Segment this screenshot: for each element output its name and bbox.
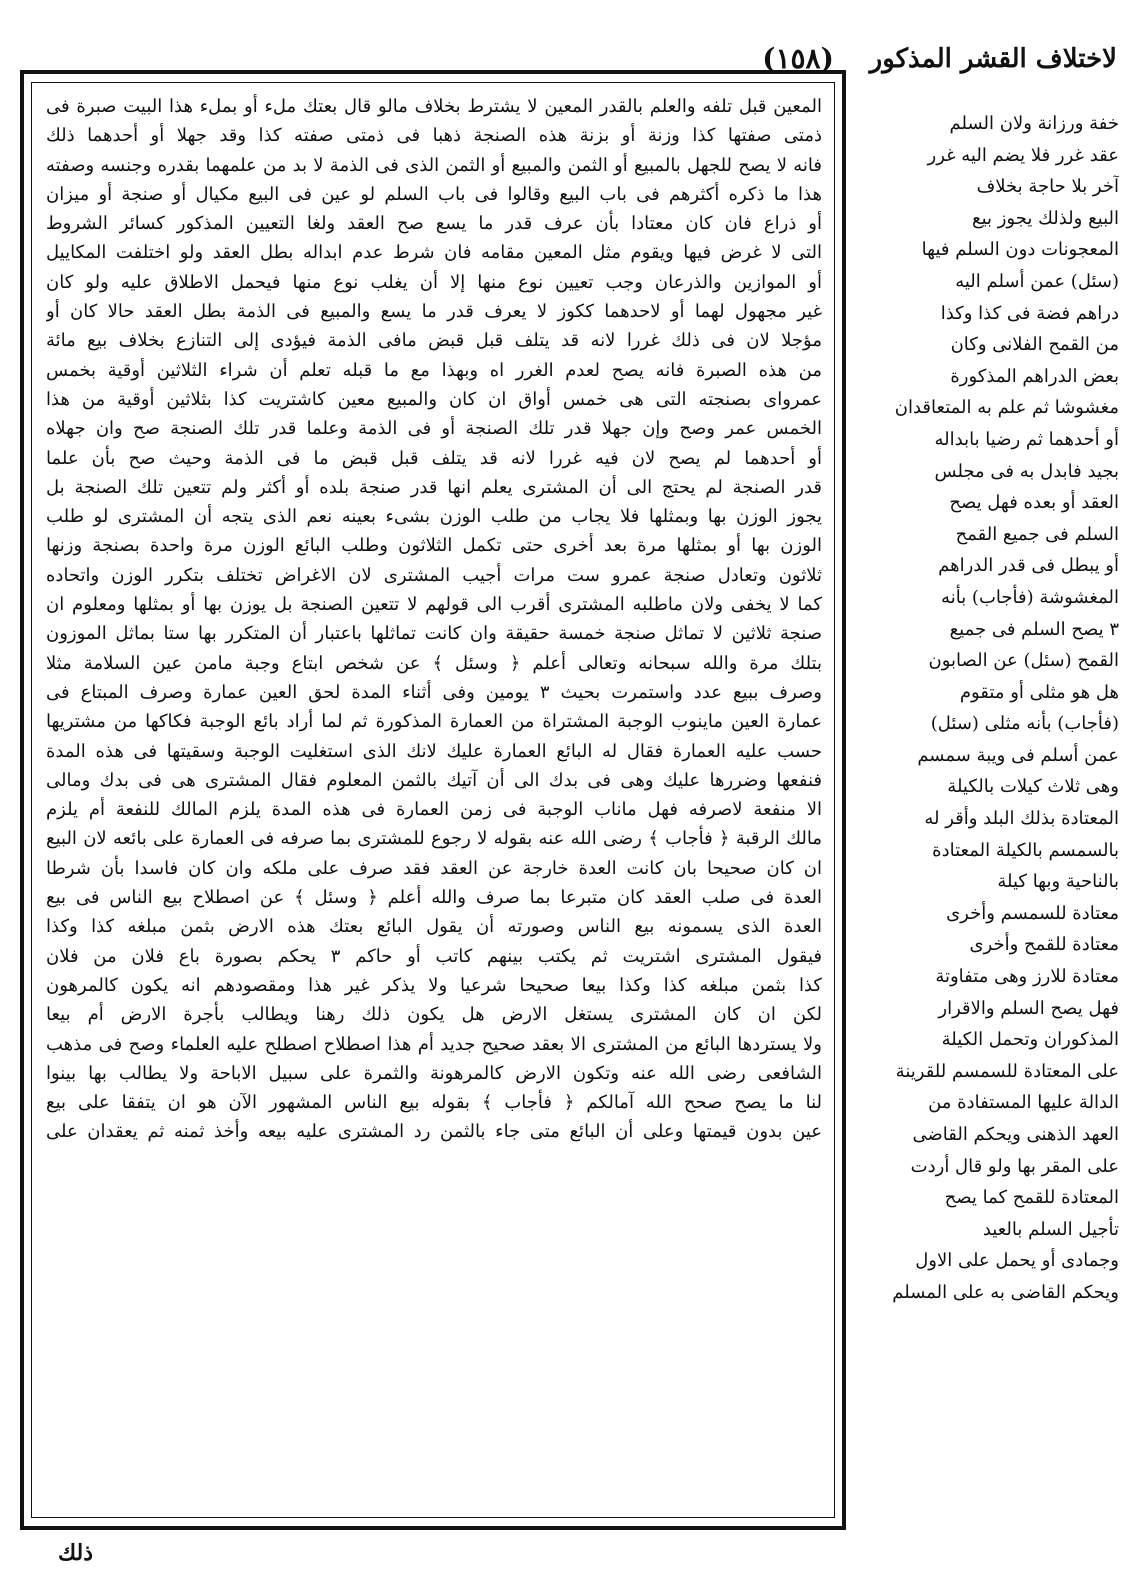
main-text-line: كما لا يخفى ولان ماطلبه المشترى أقرب الى قولهم لا تتعين الصنجة بل يوزن بها أو بمثلها ومعلوم ان (46, 594, 822, 616)
main-text-line: فنفعها وضررها عليك وهى فى بدك الى أن آتيك بالثمن المعلوم فقال المشترى هى فى بدك ومالى (46, 769, 822, 791)
main-text-line: الا منفعة لاصرفه فهل ماناب الوجبة فى زمن العمارة فى هذه المدة يلزم المالك للنفعة أم يلزم (46, 799, 822, 821)
margin-text-line: خفة ورزانة ولان السلم (949, 113, 1119, 134)
main-text-line: قدر الصنجة لم يحتج الى أن المشترى يعلم انها قدر صنجة بلده أو أكثر ولم تتعين تلك الصنجة بل (46, 476, 822, 498)
main-text-line: هذا ما ذكره أكثرهم فى باب البيع وقالوا فى باب السلم لو عين فى البيع مكيال أو صنجة أو ميزان (46, 183, 822, 205)
margin-text-line: العهد الذهنى ويحكم القاضى (912, 1124, 1119, 1145)
main-text-line: وصرف ببيع عدد واستمرت بحيث ٣ يومين وفى أثناء المدة لحق العين عمارة وصرف المبتاع فى (46, 681, 822, 703)
margin-text-line: أو أحدهما ثم رضيا بابداله (934, 428, 1119, 450)
margin-text-line: (سئل) عمن أسلم اليه (955, 270, 1119, 292)
margin-text-line: فهل يصح السلم والاقرار (938, 997, 1119, 1019)
main-text-line: الوزن بها أو بمثلها مرة بعد أخرى حتى تكمل الثلاثون وطلب البائع الوزن مرة واحدة بصنجة وزنها (46, 535, 822, 557)
margin-text-line: البيع ولذلك يجوز بيع (971, 207, 1119, 229)
main-text-line: الخمس عمر وصح وإن جهلا قدر تلك الصنجة أو فى الذمة وعلما قدر تلك الصنجة صح وان جهلاه (46, 418, 822, 440)
margin-text-line: عقد غرر فلا يضم اليه غرر (927, 144, 1119, 166)
main-text-line: ولا يستردها البائع من المشترى الا بعقد صحيح جديد أم هذا اصطلاح اصطلح عليه العلماء وصح فى مذهب (46, 1033, 822, 1055)
margin-text-line: بالسمسم بالكيلة المعتادة (932, 839, 1119, 861)
main-text-line: كذا بثمن مبلغه كذا وكذا بيعا صحيحا شرعيا ولا يذكر غير هذا ومقصودهم انه يكون كالمرهون (46, 974, 822, 996)
main-text-line: العدة فى صلب العقد كان متبرعا بما صرف والله أعلم ﴿ وسئل ﴾ عن اصطلاح بيع الناس فى بيع (46, 887, 822, 909)
main-text-line: الشافعى رضى الله عنه وتكون الارض كالمرهونة والثمرة على سبيل الاباحة ولا يطالب بها بينوا (46, 1062, 822, 1084)
main-text-line: ثلاثون وتعادل صنجة عمرو ست مرات أجيب المشترى لان الاغراض تختلف بتكرر الوزن واتحاده (46, 564, 822, 586)
main-text-block (46, 92, 822, 1512)
main-text-line: المعين قبل تلفه والعلم بالقدر المعين لا يشترط بخلاف مالو قال بعتك ملء أو بملء هذا البيت صبرة فى (46, 96, 822, 117)
main-text-line: عين بدون قيمتها وعلى أن البائع متى جاء بالثمن رد المشترى عليه بيعه وأخذ ثمنه ثم يعقدان على (46, 1121, 822, 1143)
margin-text-line: معتادة للقمح وأخرى (969, 934, 1119, 956)
catchword: ذلك (58, 1540, 94, 1566)
main-text-line: فانه لا يصح للجهل بالمبيع أو الثمن والمبيع أو الثمن الذى فى الذمة لا بد من علمهما بقدره وجنسه وصفته (46, 154, 822, 176)
margin-text-line: مغشوشا ثم علم به المتعاقدان (894, 397, 1119, 419)
margin-text-line: معتادة للسمسم وأخرى (946, 902, 1119, 924)
margin-text-line: بالناحية وبها كيلة (997, 871, 1119, 893)
main-text-line: أو الموازين والذرعان وجب تعيين نوع منها إلا أن يغلب نوع منها فيحمل الاطلاق عليه ولو كان (46, 271, 822, 293)
margin-text-line: معتادة للارز وهى متفاوتة (935, 966, 1119, 988)
main-text-line: عمارة العين ماينوب الوجبة المشتراة من العمارة المذكورة ثم لما أراد بائع الوجبة فكاكها من مشتريها (46, 711, 822, 733)
margin-text-line: (فأجاب) بأنه مثلى (سئل) (930, 713, 1119, 735)
margin-text-line: آخر بلا حاجة بخلاف (976, 176, 1119, 198)
margin-text-line: الدالة عليها المستفادة من (928, 1092, 1119, 1114)
main-text-line: ان كان صحيحا بان كانت العدة خارجة عن العقد فقد صرف على ملكه وان كان فاسدا بأن شرطا (46, 857, 822, 879)
margin-text-line: المعجونات دون السلم فيها (921, 239, 1119, 261)
margin-text-line: تأجيل السلم بالعيد (982, 1218, 1119, 1240)
main-text-line: غير مجهول لهما أو لاحدهما ككوز لا يعرف قدر ما يسع والمبيع فى الذمة بطل العقد حالا كان أو (46, 301, 822, 323)
margin-text-line: ويحكم القاضى به على المسلم (892, 1281, 1119, 1303)
main-text-line: من هذه الصبرة فانه يصح لعدم الغرر اه وبهذا مع ما قبله تعلم أن شراء الثلاثين أوقية بخمس (46, 359, 822, 381)
margin-text-line: بعض الدراهم المذكورة (950, 365, 1119, 387)
page-number: (١٥٨) (762, 42, 834, 75)
main-text-line: لنا ما يصح صحح الله آمالكم ﴿ فأجاب ﴾ بقوله بيع الناس المشهور الآن هو ان يتفقا على بيع (46, 1092, 822, 1114)
margin-title: لاختلاف القشر المذكور (869, 44, 1117, 74)
margin-text-line: على المقر بها ولو قال أردت (910, 1155, 1119, 1177)
margin-text-line: السلم فى جميع القمح (955, 523, 1119, 545)
margin-text-line: هل هو مثلى أو متقوم (959, 681, 1119, 703)
main-text-line: العدة الذى يسمونه بيع الناس وصورته أن يقول البائع بعتك هذه الارض بثمن مبلغه كذا وكذا (46, 916, 822, 938)
main-text-line: أو ذراع فان كان معتادا بأن عرف قدر ما يسع صح العقد ولغا التعيين المذكور كسائر الشروط (46, 213, 822, 235)
margin-text-line: وجمادى أو يحمل على الاول (915, 1250, 1119, 1272)
main-text-line: يجوز الوزن بها وبمثلها فلا يجاب من طلب الوزن بشىء بعينه نعم الذى يتجه أن المشترى لو طلب (46, 506, 822, 528)
margin-commentary (857, 108, 1119, 1528)
margin-text-line: أو يبطل فى قدر الدراهم (938, 555, 1119, 577)
margin-text-line: المعتادة بذلك البلد وأقر له (924, 808, 1119, 830)
main-text-line: ذمتى صفتها كذا وزنة أو بزنة هذه الصنجة ذهبا فى ذمتى صفته كذا وقد جهلا أو أحدهما ذلك (46, 125, 822, 147)
margin-text-line: على المعتادة للسمسم للقرينة (895, 1060, 1119, 1082)
main-text-line: التى لا غرض فيها ويقوم مثل المعين مقامه فان شرط عدم ابداله بطل العقد ولو اختلفت المكاييل (46, 242, 822, 264)
main-text-line: حسب عليه العمارة فقال له البائع العمارة عليك لانك الذى استغليت الوجبة وسقيتها فى هذه المدة (46, 740, 822, 762)
margin-text-line: المغشوشة (فأجاب) بأنه (941, 586, 1119, 608)
main-text-line: لكن ان كان المشترى يستغل الارض هل يكون ذلك رهنا ويطالب بأجرة الارض أم بيعا (46, 1004, 822, 1026)
main-text-line: مالك الرقبة ﴿ فأجاب ﴾ رضى الله عنه بقوله لا رجوع للمشترى بما صرفه فى العمارة على بائعه لان البيع (46, 828, 822, 850)
main-text-line: بتلك مرة والله سبحانه وتعالى أعلم ﴿ وسئل ﴾ عن شخص ابتاع وجبة مامن عين السلامة مثلا (46, 652, 822, 674)
margin-text-line: ٣ يصح السلم فى جميع (949, 618, 1119, 640)
margin-text-line: عمن أسلم فى ويبة سمسم (917, 744, 1119, 766)
main-text-line: فيقول المشترى اشتريت ثم يكتب بينهم كاتب أو حاكم ٣ يحكم بصورة باع فلان من فلان (46, 945, 822, 967)
margin-text-line: المذكوران وتحمل الكيلة (941, 1029, 1119, 1051)
margin-text-line: من القمح الفلانى وكان (950, 334, 1119, 356)
main-text-line: مؤجلا لان فى ذلك غررا لانه قد يتلف قبل قبض مافى الذمة فيؤدى إلى التنازع بخلاف بيع مائة (46, 330, 822, 352)
margin-text-line: دراهم فضة فى كذا وكذا (940, 302, 1119, 324)
margin-text-line: القمح (سئل) عن الصابون (928, 650, 1119, 672)
margin-text-line: المعتادة للقمح كما يصح (944, 1187, 1119, 1209)
margin-text-line: وهى ثلاث كيلات بالكيلة (947, 776, 1119, 798)
main-text-line: عمرواى بصنجته التى هى خمس أواق ان كان والمبيع معين كاشتريت كذا بثلاثين أوقية من هذا (46, 388, 822, 410)
margin-text-line: العقد أو بعده فهل يصح (949, 492, 1119, 514)
main-text-line: صنجة ثلاثين لا تماثل صنجة خمسة حقيقة وان كانت تماثلها باعتبار أن المتكرر بها ستا بماثل الموزون (46, 623, 822, 645)
main-text-line: أو أحدهما لم يصح لان فيه غررا لانه قد يتلف قبل قبض ما فى الذمة وحيث صح بأن علما (46, 447, 822, 469)
margin-text-line: بجيد فابدل به فى مجلس (934, 460, 1119, 482)
